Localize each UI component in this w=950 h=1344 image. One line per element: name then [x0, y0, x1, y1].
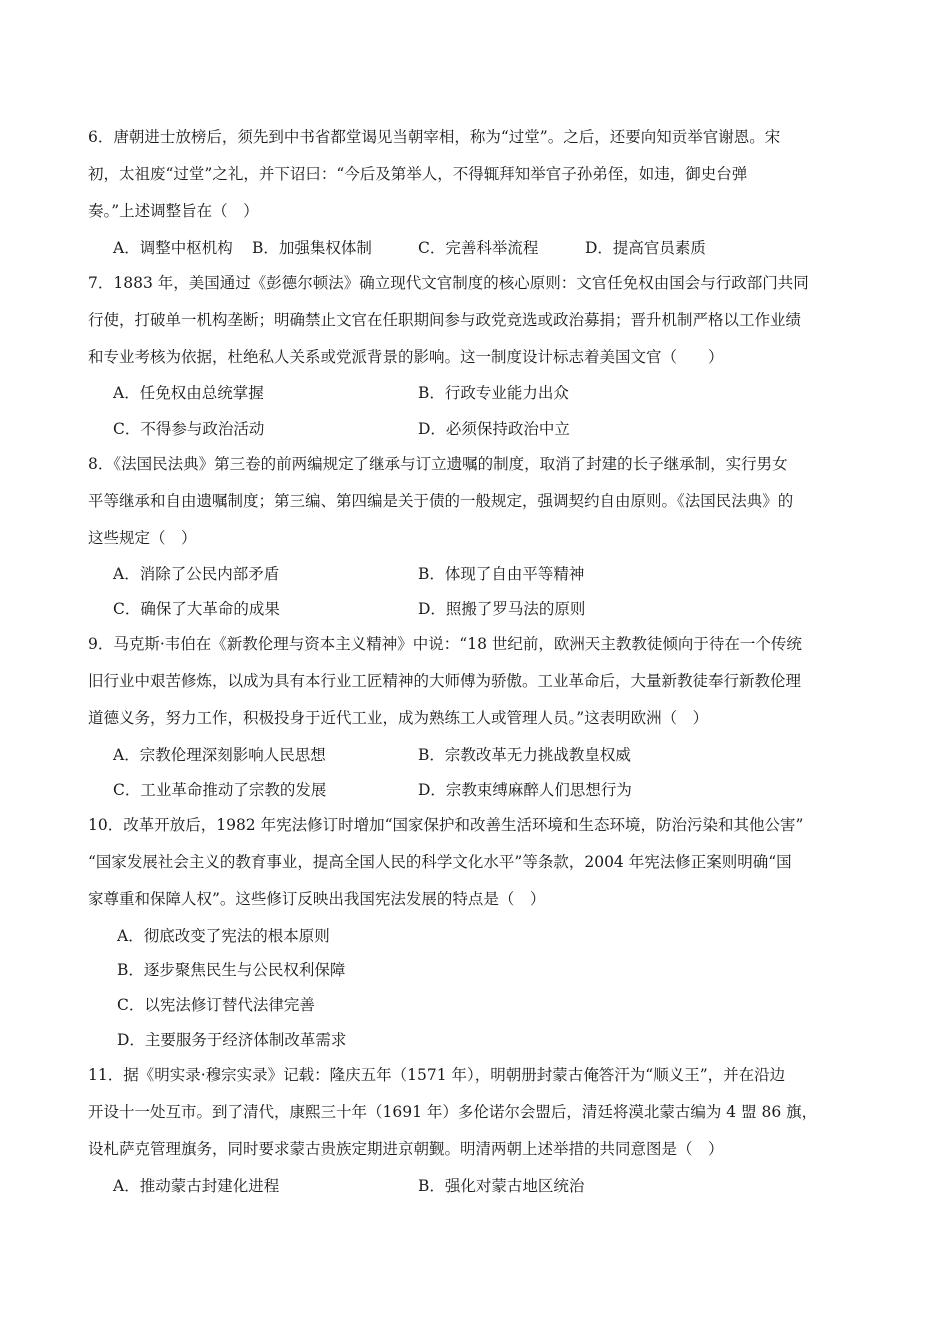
question-8-option-c: C．确保了大革命的成果 — [113, 600, 280, 618]
question-9-line-3: 道德义务，努力工作，积极投身于近代工业，成为熟练工人或管理人员。”这表明欧洲（ ） — [88, 709, 709, 727]
question-9-line-2: 旧行业中艰苦修炼，以成为具有本行业工匠精神的大师傅为骄傲。工业革命后，大量新教徒奉行新教伦理 — [88, 672, 802, 690]
question-10-option-c: C．以宪法修订替代法律完善 — [117, 996, 315, 1014]
question-7-line-3: 和专业考核为依据，杜绝私人关系或党派背景的影响。这一制度设计标志着美国文官（ ） — [88, 348, 724, 366]
question-7-option-c: C．不得参与政治活动 — [113, 420, 265, 438]
question-6-option-b: B．加强集权体制 — [252, 239, 372, 257]
question-8-line-3: 这些规定（ ） — [88, 529, 197, 547]
question-6-option-a: A．调整中枢机构 — [113, 239, 233, 257]
question-10-line-3: 家尊重和保障人权”。这些修订反映出我国宪法发展的特点是（ ） — [88, 890, 546, 908]
question-10-option-b: B．逐步聚焦民生与公民权利保障 — [117, 961, 346, 979]
question-11-option-a: A．推动蒙古封建化进程 — [113, 1177, 280, 1195]
question-6-line-3: 奏。”上述调整旨在（ ） — [88, 202, 259, 220]
question-10-line-2: “国家发展社会主义的教育事业，提高全国人民的科学文化水平”等条款，2004 年宪法修正案则明确“国 — [88, 853, 792, 871]
question-8-option-b: B．体现了自由平等精神 — [418, 565, 585, 583]
question-7-option-a: A．任免权由总统掌握 — [113, 384, 264, 402]
question-10-line-1: 10．改革开放后，1982 年宪法修订时增加“国家保护和改善生活环境和生态环境，防治污染和其他公害” — [88, 816, 804, 834]
question-11-line-1: 11．据《明实录·穆宗实录》记载：隆庆五年（1571 年），明朝册封蒙古俺答汗为“顺义王”，并在沿边 — [88, 1066, 786, 1084]
question-6-line-2: 初，太祖废“过堂”之礼，并下诏曰：“今后及第举人，不得辄拜知举官子孙弟侄，如违，御史台弹 — [88, 165, 748, 183]
question-9-option-a: A．宗教伦理深刻影响人民思想 — [113, 746, 326, 764]
question-6-line-1: 6．唐朝进士放榜后，须先到中书省都堂谒见当朝宰相，称为“过堂”。之后，还要向知贡举官谢恩。宋 — [88, 128, 781, 146]
question-7-line-1: 7．1883 年，美国通过《彭德尔顿法》确立现代文官制度的核心原则：文官任免权由国会与行政部门共同 — [88, 274, 809, 292]
question-9-option-c: C．工业革命推动了宗教的发展 — [113, 781, 327, 799]
question-10-option-a: A．彻底改变了宪法的根本原则 — [117, 927, 330, 945]
question-8-option-a: A．消除了公民内部矛盾 — [113, 565, 280, 583]
question-7-line-2: 行使，打破单一机构垄断；明确禁止文官在任职期间参与政党竞选或政治募捐；晋升机制严格以工作业绩 — [88, 311, 802, 329]
question-9-option-d: D．宗教束缚麻醉人们思想行为 — [418, 781, 632, 799]
question-9-line-1: 9．马克斯·韦伯在《新教伦理与资本主义精神》中说：“18 世纪前，欧洲天主教教徒倾向于待在一个传统 — [88, 635, 802, 653]
question-11-line-3: 设札萨克管理旗务，同时要求蒙古贵族定期进京朝觐。明清两朝上述举措的共同意图是（ ） — [88, 1140, 724, 1158]
question-6-option-d: D．提高官员素质 — [585, 239, 706, 257]
question-8-option-d: D．照搬了罗马法的原则 — [418, 600, 586, 618]
question-11-line-2: 开设十一处互市。到了清代，康熙三十年（1691 年）多伦诺尔会盟后，清廷将漠北蒙古编为 4 盟 86 旗， — [88, 1103, 818, 1121]
question-6-option-c: C．完善科举流程 — [418, 239, 539, 257]
question-9-option-b: B．宗教改革无力挑战教皇权威 — [418, 746, 631, 764]
question-10-option-d: D．主要服务于经济体制改革需求 — [117, 1031, 347, 1049]
question-8-line-1: 8．《法国民法典》第三卷的前两编规定了继承与订立遗嘱的制度，取消了封建的长子继承制，实行男女 — [88, 455, 788, 473]
question-7-option-b: B．行政专业能力出众 — [418, 384, 569, 402]
question-7-option-d: D．必须保持政治中立 — [418, 420, 570, 438]
question-8-line-2: 平等继承和自由遗嘱制度；第三编、第四编是关于债的一般规定，强调契约自由原则。《法国民法典》的 — [88, 492, 794, 510]
question-11-option-b: B．强化对蒙古地区统治 — [418, 1177, 585, 1195]
